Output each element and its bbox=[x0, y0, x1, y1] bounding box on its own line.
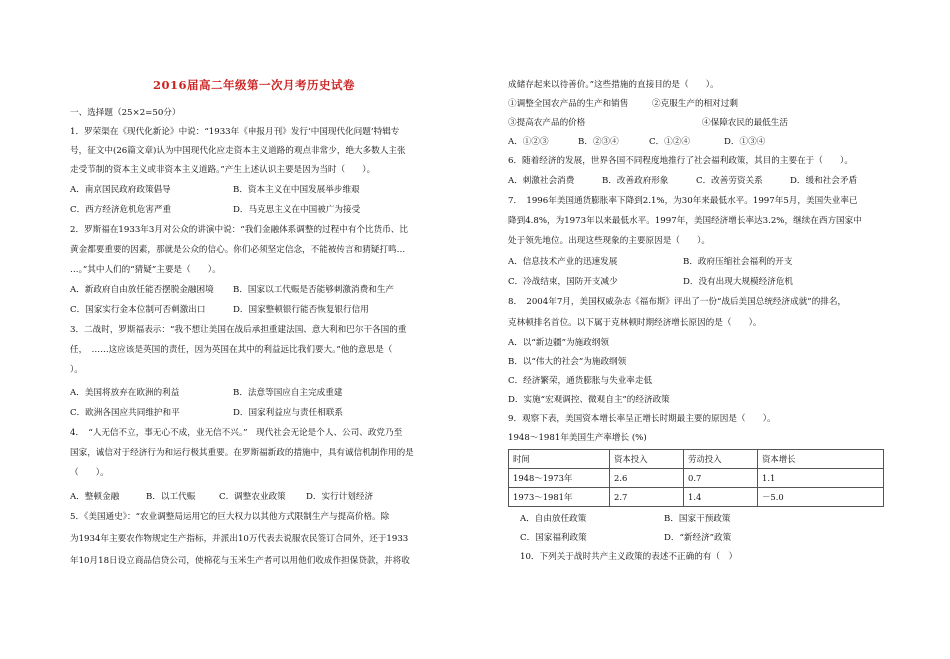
option-d: D．实施“宏观调控、微观自主”的经济政策 bbox=[508, 395, 670, 405]
question-text: 7． 1996年美国通货膨胀率下降到2.1%，为30年来最低水平。1997年5月，美国失业率已 bbox=[508, 196, 858, 206]
question-text: 3．二战时，罗斯福表示：“我不想让美国在战后承担重建法国、意大利和巴尔干各国的重 bbox=[70, 325, 407, 335]
table-caption: 1948～1981年美国生产率增长 (%) bbox=[508, 433, 647, 443]
page-title: 2016届高二年级第一次月考历史试卷 bbox=[152, 78, 355, 92]
section-heading: 一、选择题（25×2=50分） bbox=[70, 108, 181, 118]
table-row bbox=[509, 488, 884, 507]
question-text: 5．《美国通史》：“农业调整局运用它的巨大权力以其他方式限制生产与提高价格。除 bbox=[70, 512, 390, 522]
option-d: D．国家整顿银行能否恢复银行信用 bbox=[233, 305, 369, 315]
question-text: 走受节制的资本主义或非资本主义道路。”产生上述认识主要是因为当时（ ）。 bbox=[70, 165, 376, 175]
question-text: 年10月18日设立商品信贷公司，使棉花与玉米生产者可以用他们收成作担保贷款，并将收 bbox=[70, 556, 410, 566]
table-header-cell: 时间 bbox=[509, 450, 610, 469]
option-d: D．实行计划经济 bbox=[306, 492, 374, 502]
option-c: C．欧洲各国应共同维护和平 bbox=[70, 408, 180, 418]
option-b: B．国家干预政策 bbox=[664, 514, 731, 524]
option-c: C．经济繁荣，通货膨胀与失业率走低 bbox=[508, 376, 653, 386]
statement-2: ②克服生产的相对过剩 bbox=[652, 99, 738, 109]
table-header-row bbox=[509, 450, 884, 469]
question-text: 为1934年主要农作物规定生产指标，并派出10万代表去说服农民签订合同外，还于1933 bbox=[70, 534, 409, 544]
table-cell: 2.6 bbox=[610, 469, 684, 488]
option-a: A．自由放任政策 bbox=[520, 514, 587, 524]
option-b: B．改善政府形象 bbox=[602, 176, 669, 186]
question-text: 号，征文中(26篇文章)认为中国现代化应走资本主义道路的观点非常少，绝大多数人主张 bbox=[70, 146, 406, 156]
statement-3: ③提高农产品的价格 bbox=[508, 118, 586, 128]
question-text: 克林顿排名首位。以下属于克林顿时期经济增长原因的是（ ）。 bbox=[508, 318, 762, 328]
question-text: 8． 2004年7月，美国权威杂志《福布斯》评出了一份“战后美国总统经济成就”的排名， bbox=[508, 297, 847, 307]
question-text: …。”其中人们的“猜疑”主要是（ ）。 bbox=[70, 265, 221, 275]
statement-1: ①调整全国农产品的生产和销售 bbox=[508, 99, 629, 109]
question-text: 4． “人无信不立，事无心不成，业无信不兴。” 现代社会无论是个人、公司、政党乃至 bbox=[70, 428, 403, 438]
option-d: D．马克思主义在中国被广为接受 bbox=[233, 205, 361, 215]
table-cell: 1973～1981年 bbox=[509, 488, 610, 507]
option-b: B．以“伟大的社会”为施政纲领 bbox=[508, 357, 627, 367]
table-header-cell: 资本增长 bbox=[758, 450, 884, 469]
option-a: A．刺激社会消费 bbox=[508, 176, 575, 186]
question-text: 6．随着经济的发展，世界各国不同程度地推行了社会福利政策，其目的主要在于（ ）。 bbox=[508, 156, 853, 166]
option-b: B．国家以工代赈是否能够刺激消费和生产 bbox=[233, 285, 395, 295]
option-c: C．①②④ bbox=[649, 137, 690, 147]
table-header-cell: 劳动投入 bbox=[684, 450, 758, 469]
question-text: （ ）。 bbox=[70, 468, 109, 478]
option-a: A．美国将放弃在欧洲的利益 bbox=[70, 388, 180, 398]
option-a: A．南京国民政府政策倡导 bbox=[70, 185, 171, 195]
option-b: B．政府压缩社会福利的开支 bbox=[683, 257, 793, 267]
option-b: B．法意等国应自主完成重建 bbox=[233, 388, 343, 398]
option-a: A．①②③ bbox=[508, 137, 549, 147]
question-text: 国家，诚信对于经济行为和运行极其重要。在罗斯福新政的措施中，具有诚信机制作用的是 bbox=[70, 448, 414, 458]
option-b: B．资本主义在中国发展举步维艰 bbox=[233, 185, 360, 195]
option-c: C．改善劳资关系 bbox=[696, 176, 763, 186]
question-text: 成储存起来以待善价。”这些措施的直接目的是（ ）。 bbox=[508, 80, 719, 90]
option-c: C．西方经济危机危害严重 bbox=[70, 205, 172, 215]
question-text: 降到4.8%，为1973年以来最低水平。1997年，美国经济增长率达3.2%，继续在西方国家中 bbox=[508, 216, 862, 226]
data-table bbox=[508, 449, 884, 507]
question-text: ）。 bbox=[70, 365, 83, 375]
option-c: C．国家实行金本位制可否刺激出口 bbox=[70, 305, 206, 315]
question-text: 9．观察下表，美国资本增长率呈正增长时期最主要的原因是（ ）。 bbox=[508, 414, 776, 424]
option-d: D．缓和社会矛盾 bbox=[790, 176, 858, 186]
option-c: C．调整农业政策 bbox=[219, 492, 286, 502]
table-cell: 2.7 bbox=[610, 488, 684, 507]
table-cell: 1948～1973年 bbox=[509, 469, 610, 488]
option-c: C．冷战结束，国防开支减少 bbox=[508, 277, 618, 287]
question-text: 10．下列关于战时共产主义政策的表述不正确的有（ ） bbox=[520, 552, 738, 562]
question-text: 任， ……这应该是英国的责任，因为英国在其中的利益远比我们要大。”他的意思是（ bbox=[70, 345, 393, 355]
table-cell: －5.0 bbox=[758, 488, 884, 507]
option-a: A．以“新边疆”为施政纲领 bbox=[508, 338, 609, 348]
statement-4: ④保障农民的最低生活 bbox=[702, 118, 788, 128]
table-cell: 0.7 bbox=[684, 469, 758, 488]
option-d: D．没有出现大规模经济危机 bbox=[683, 277, 794, 287]
option-d: D．国家利益应与责任相联系 bbox=[233, 408, 344, 418]
option-d: D．“新经济”政策 bbox=[664, 533, 732, 543]
table-cell: 1.1 bbox=[758, 469, 884, 488]
option-a: A．信息技术产业的迅速发展 bbox=[508, 257, 618, 267]
option-d: D．①③④ bbox=[724, 137, 766, 147]
option-a: A．整顿金融 bbox=[70, 492, 120, 502]
table-row bbox=[509, 469, 884, 488]
table-cell: 1.4 bbox=[684, 488, 758, 507]
question-text: 2．罗斯福在1933年3月对公众的讲演中说：“我们金融体系调整的过程中有个比货币、比 bbox=[70, 225, 408, 235]
option-b: B．以工代赈 bbox=[146, 492, 196, 502]
question-text: 黄金都要重要的因素，那就是公众的信心。你们必须坚定信念，不能被传言和猜疑打鸣… bbox=[70, 245, 406, 255]
option-c: C．国家福利政策 bbox=[520, 533, 587, 543]
option-b: B．②③④ bbox=[578, 137, 619, 147]
question-text: 1．罗荣渠在《现代化新论》中说：“1933年《申报月刊》发行‘中国现代化问题’特辑专 bbox=[70, 127, 400, 137]
table-header-cell: 资本投入 bbox=[610, 450, 684, 469]
question-text: 处于领先地位。出现这些现象的主要原因是（ ）。 bbox=[508, 236, 710, 246]
option-a: A．新政府自由放任能否摆脱金融困境 bbox=[70, 285, 214, 295]
